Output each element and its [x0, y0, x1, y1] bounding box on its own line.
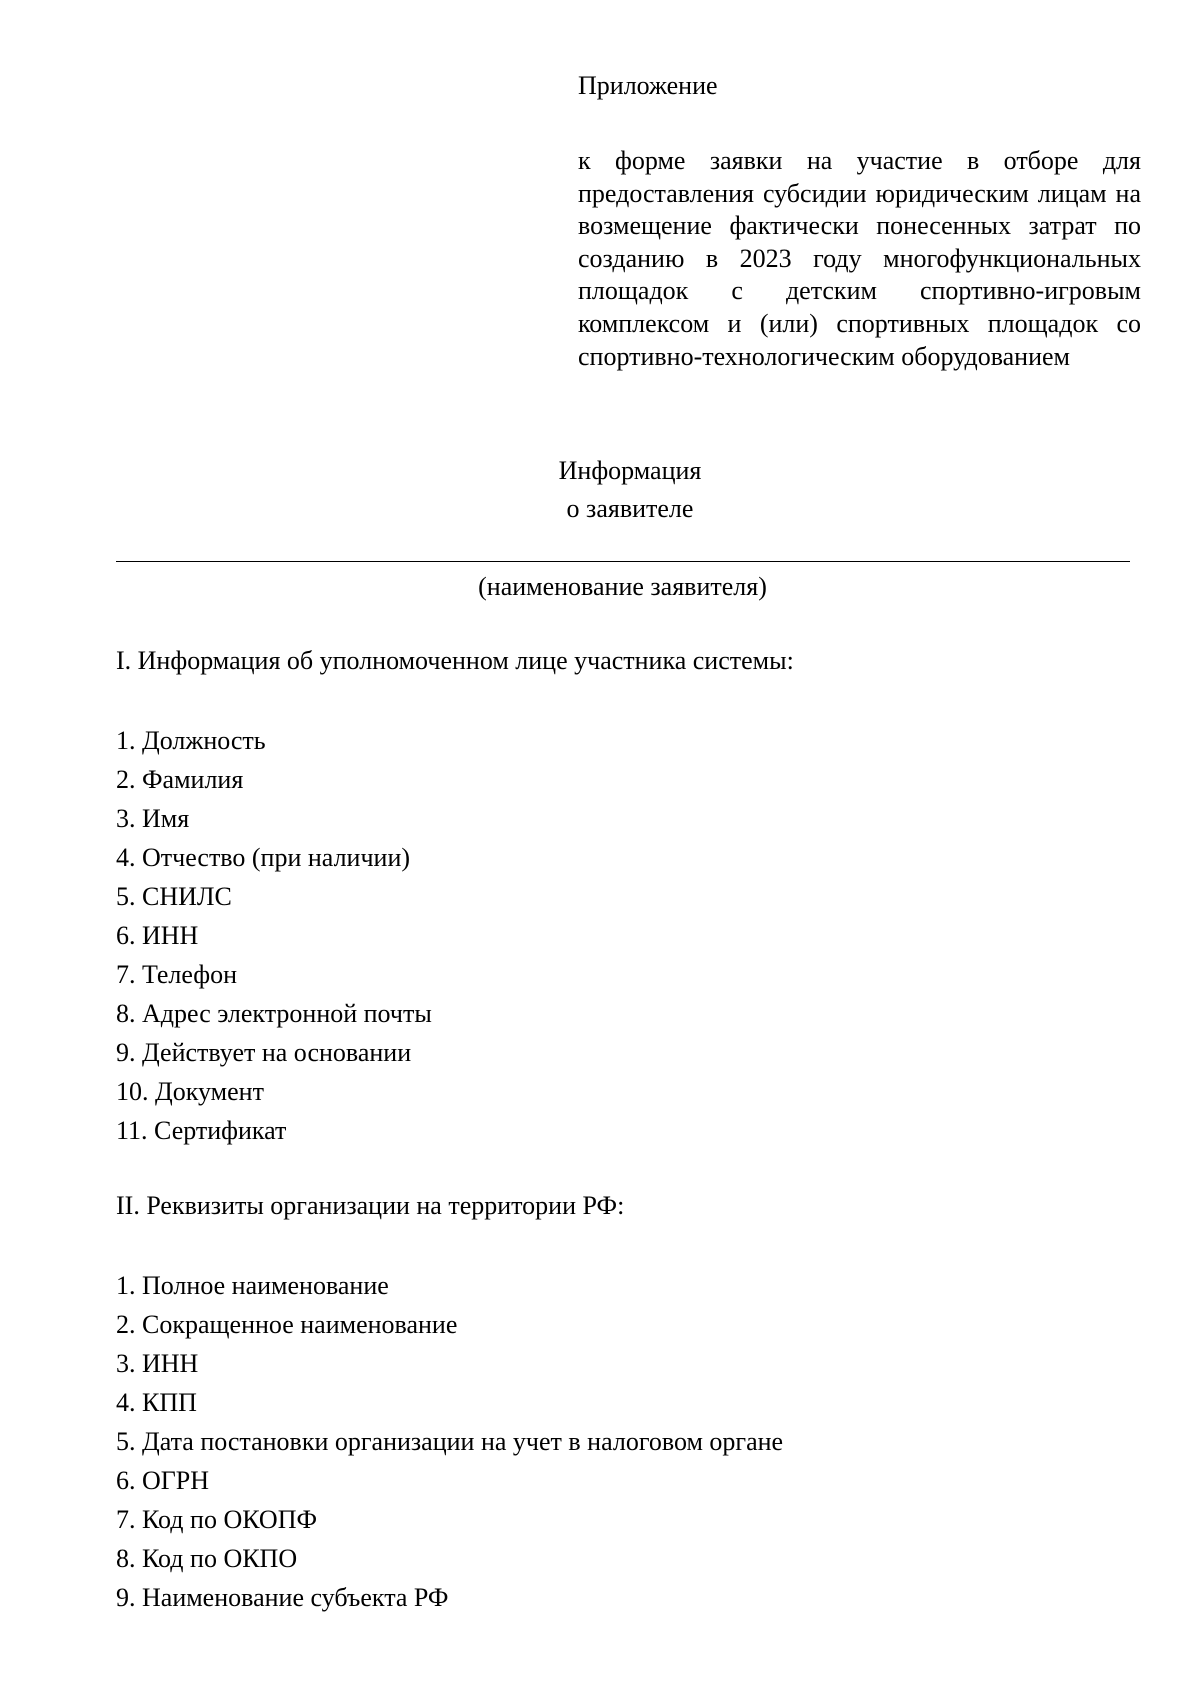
list-item: 9. Действует на основании	[116, 1038, 412, 1067]
list-item: 1. Должность	[116, 726, 266, 755]
list-item: 7. Код по ОКОПФ	[116, 1505, 318, 1534]
applicant-name-caption: (наименование заявителя)	[478, 572, 767, 601]
list-item: 3. Имя	[116, 804, 190, 833]
list-item: 2. Сокращенное наименование	[116, 1310, 458, 1339]
list-item: 11. Сертификат	[116, 1116, 287, 1145]
info-heading-line1: Информация	[558, 456, 702, 485]
list-item: 5. СНИЛС	[116, 882, 232, 911]
list-item: 6. ИНН	[116, 921, 199, 950]
applicant-name-line	[116, 561, 1130, 562]
list-item: 6. ОГРН	[116, 1466, 210, 1495]
list-item: 8. Адрес электронной почты	[116, 999, 432, 1028]
section2-heading: II. Реквизиты организации на территории РФ:	[116, 1191, 625, 1220]
list-item: 8. Код по ОКПО	[116, 1544, 298, 1573]
list-item: 1. Полное наименование	[116, 1271, 389, 1300]
info-heading	[0, 452, 1200, 528]
appendix-title: Приложение	[578, 71, 718, 100]
list-item: 7. Телефон	[116, 960, 238, 989]
list-item: 9. Наименование субъекта РФ	[116, 1583, 449, 1612]
info-heading-line2: о заявителе	[566, 494, 694, 523]
list-item: 5. Дата постановки организации на учет в налоговом органе	[116, 1427, 784, 1456]
list-item: 4. Отчество (при наличии)	[116, 843, 411, 872]
list-item: 10. Документ	[116, 1077, 264, 1106]
appendix-text: к форме заявки на участие в отборе для предоставления субсидии юридическим лицам на возмещение фактически понесенных затрат по созданию в 2023 году многофункциональных площадок с детским спортивно-игровым комплексом и (или) спортивных площадок со спортивно-технологическим оборудованием	[578, 146, 1141, 371]
section2-list	[116, 1266, 783, 1617]
section1-list	[116, 721, 432, 1150]
list-item: 2. Фамилия	[116, 765, 244, 794]
list-item: 4. КПП	[116, 1388, 197, 1417]
section1-heading: I. Информация об уполномоченном лице участника системы:	[116, 646, 794, 675]
list-item: 3. ИНН	[116, 1349, 199, 1378]
